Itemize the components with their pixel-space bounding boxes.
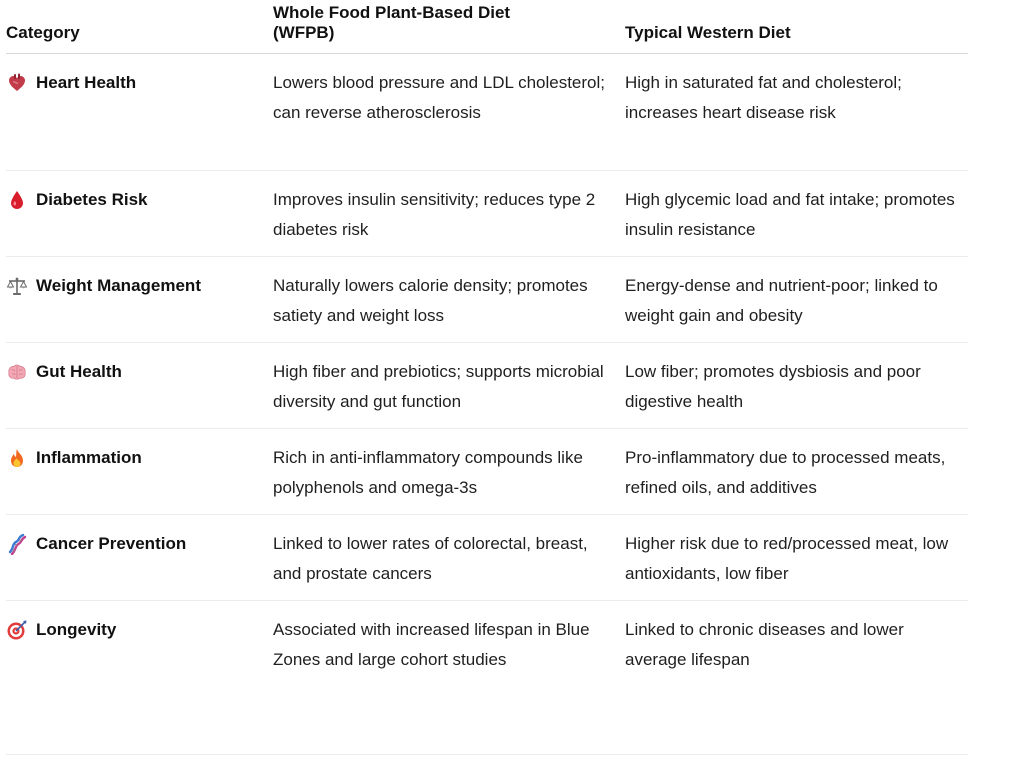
category-cell [6, 271, 273, 301]
category-label: Cancer Prevention [36, 534, 187, 553]
header-wfpb: Whole Food Plant-Based Diet (WFPB) [273, 3, 511, 42]
category-label: Heart Health [36, 73, 137, 92]
wfpb-cell: Rich in anti-inflammatory compounds like polyphenols and omega-3s [273, 448, 583, 497]
category-cell [6, 68, 273, 98]
header-category: Category [6, 23, 80, 42]
western-cell: Low fiber; promotes dysbiosis and poor digestive health [625, 362, 921, 411]
wfpb-cell: High fiber and prebiotics; supports microbial diversity and gut function [273, 362, 604, 411]
blood-drop-icon [6, 189, 28, 211]
bullseye-dart-icon [6, 619, 28, 641]
wfpb-cell: Lowers blood pressure and LDL cholesterol; can reverse atherosclerosis [273, 73, 606, 122]
wfpb-cell: Improves insulin sensitivity; reduces type 2 diabetes risk [273, 190, 596, 239]
category-label: Diabetes Risk [36, 190, 148, 209]
wfpb-cell: Associated with increased lifespan in Blue Zones and large cohort studies [273, 620, 590, 669]
category-label: Weight Management [36, 276, 201, 295]
comparison-table [6, 0, 968, 755]
category-label: Longevity [36, 620, 117, 639]
fire-icon [6, 447, 28, 469]
table-row [6, 171, 968, 257]
balance-scale-icon [6, 275, 28, 297]
category-cell [6, 357, 273, 387]
category-label: Inflammation [36, 448, 142, 467]
category-cell [6, 615, 273, 645]
brain-icon [6, 361, 28, 383]
western-cell: Pro-inflammatory due to processed meats, refined oils, and additives [625, 448, 946, 497]
category-cell [6, 443, 273, 473]
category-cell [6, 529, 273, 559]
western-cell: Higher risk due to red/processed meat, low antioxidants, low fiber [625, 534, 949, 583]
table-row [6, 343, 968, 429]
table-row [6, 54, 968, 171]
wfpb-cell: Naturally lowers calorie density; promotes satiety and weight loss [273, 276, 588, 325]
table-row [6, 515, 968, 601]
anatomical-heart-icon [6, 72, 28, 94]
western-cell: High in saturated fat and cholesterol; increases heart disease risk [625, 73, 902, 122]
dna-icon [6, 533, 28, 555]
table-row [6, 257, 968, 343]
western-cell: Energy-dense and nutrient-poor; linked to weight gain and obesity [625, 276, 938, 325]
category-label: Gut Health [36, 362, 122, 381]
wfpb-cell: Linked to lower rates of colorectal, breast, and prostate cancers [273, 534, 588, 583]
western-cell: High glycemic load and fat intake; promotes insulin resistance [625, 190, 955, 239]
header-western: Typical Western Diet [625, 23, 791, 42]
table-row [6, 601, 968, 755]
table-header [6, 0, 968, 54]
category-cell [6, 185, 273, 215]
western-cell: Linked to chronic diseases and lower average lifespan [625, 620, 904, 669]
table-row [6, 429, 968, 515]
